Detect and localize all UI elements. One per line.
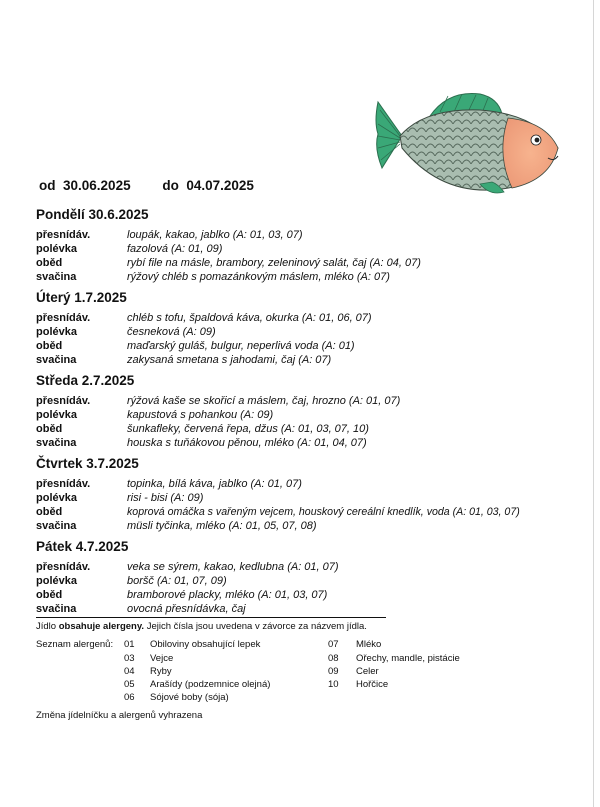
meal-label: oběd — [36, 589, 63, 601]
meal-label: polévka — [36, 326, 77, 338]
day-title: Čtvrtek 3.7.2025 — [36, 456, 139, 471]
note-suffix: Jejich čísla jsou uvedena v závorce za názvem jídla. — [144, 621, 367, 632]
meal-label: oběd — [36, 423, 63, 435]
day-title: Úterý 1.7.2025 — [36, 290, 127, 305]
meal-label: polévka — [36, 492, 77, 504]
meal-text: bramborové placky, mléko (A: 01, 03, 07) — [127, 589, 328, 601]
meal-text: boršč (A: 01, 07, 09) — [127, 575, 227, 587]
meal-text: šunkafleky, červená řepa, džus (A: 01, 03, 07, 10) — [127, 423, 369, 435]
meal-label: svačina — [36, 437, 77, 449]
fish-illustration — [372, 84, 568, 196]
meal-label: přesnídáv. — [36, 312, 91, 324]
meal-label: polévka — [36, 243, 77, 255]
allergen-code: 01 — [124, 639, 135, 650]
allergen-name: Ryby — [150, 666, 172, 677]
meal-label: svačina — [36, 271, 77, 283]
meal-text: koprová omáčka s vařeným vejcem, houskový cereální knedlík, voda (A: 01, 03, 07) — [127, 506, 520, 518]
meal-text: ovocná přesnídávka, čaj — [127, 603, 246, 615]
day-title: Pátek 4.7.2025 — [36, 539, 129, 554]
meal-text: rybí file na másle, brambory, zeleninový salát, čaj (A: 04, 07) — [127, 257, 421, 269]
allergen-name: Mléko — [356, 639, 382, 650]
meal-label: oběd — [36, 257, 63, 269]
to-label: do — [162, 178, 179, 193]
day-title: Pondělí 30.6.2025 — [36, 207, 149, 222]
allergen-name: Ořechy, mandle, pistácie — [356, 653, 460, 664]
meal-text: topinka, bílá káva, jablko (A: 01, 07) — [127, 478, 302, 490]
day-title: Středa 2.7.2025 — [36, 373, 135, 388]
meal-label: oběd — [36, 340, 63, 352]
meal-text: houska s tuňákovou pěnou, mléko (A: 01, 04, 07) — [127, 437, 367, 449]
meal-label: přesnídáv. — [36, 395, 91, 407]
from-label: od — [39, 178, 56, 193]
meal-label: svačina — [36, 603, 77, 615]
allergen-note — [36, 621, 367, 632]
footer-note: Změna jídelníčku a alergenů vyhrazena — [36, 710, 203, 721]
meal-text: rýžový chléb s pomazánkovým máslem, mléko (A: 07) — [127, 271, 390, 283]
meal-label: svačina — [36, 354, 77, 366]
allergen-name: Sójové boby (sója) — [150, 692, 229, 703]
meal-text: chléb s tofu, špaldová káva, okurka (A: 01, 06, 07) — [127, 312, 372, 324]
note-prefix: Jídlo — [36, 621, 59, 632]
allergen-code: 09 — [328, 666, 339, 677]
date-range — [39, 178, 254, 193]
meal-label: oběd — [36, 506, 63, 518]
meal-text: veka se sýrem, kakao, kedlubna (A: 01, 07) — [127, 561, 339, 573]
allergen-code: 06 — [124, 692, 135, 703]
meal-text: risi - bisi (A: 09) — [127, 492, 204, 504]
from-date: 30.06.2025 — [63, 178, 131, 193]
meal-label: polévka — [36, 575, 77, 587]
meal-text: loupák, kakao, jablko (A: 01, 03, 07) — [127, 229, 303, 241]
meal-text: müsli tyčinka, mléko (A: 01, 05, 07, 08) — [127, 520, 317, 532]
meal-text: česneková (A: 09) — [127, 326, 216, 338]
allergen-code: 04 — [124, 666, 135, 677]
divider — [36, 617, 386, 618]
to-date: 04.07.2025 — [186, 178, 254, 193]
meal-text: rýžová kaše se skořicí a máslem, čaj, hrozno (A: 01, 07) — [127, 395, 401, 407]
allergen-heading: Seznam alergenů: — [36, 639, 114, 650]
allergen-name: Obiloviny obsahující lepek — [150, 639, 261, 650]
meal-text: kapustová s pohankou (A: 09) — [127, 409, 274, 421]
allergen-code: 10 — [328, 679, 339, 690]
allergen-code: 07 — [328, 639, 339, 650]
allergen-name: Arašídy (podzemnice olejná) — [150, 679, 271, 690]
allergen-name: Celer — [356, 666, 379, 677]
meal-label: polévka — [36, 409, 77, 421]
allergen-code: 08 — [328, 653, 339, 664]
meal-text: fazolová (A: 01, 09) — [127, 243, 223, 255]
meal-label: přesnídáv. — [36, 229, 91, 241]
meal-text: maďarský guláš, bulgur, neperlivá voda (A: 01) — [127, 340, 355, 352]
paper-edge — [593, 0, 594, 807]
allergen-code: 05 — [124, 679, 135, 690]
meal-label: přesnídáv. — [36, 561, 91, 573]
meal-label: přesnídáv. — [36, 478, 91, 490]
allergen-name: Hořčice — [356, 679, 389, 690]
meal-label: svačina — [36, 520, 77, 532]
note-bold: obsahuje alergeny. — [58, 621, 145, 632]
allergen-code: 03 — [124, 653, 135, 664]
allergen-name: Vejce — [150, 653, 174, 664]
meal-text: zakysaná smetana s jahodami, čaj (A: 07) — [127, 354, 332, 366]
